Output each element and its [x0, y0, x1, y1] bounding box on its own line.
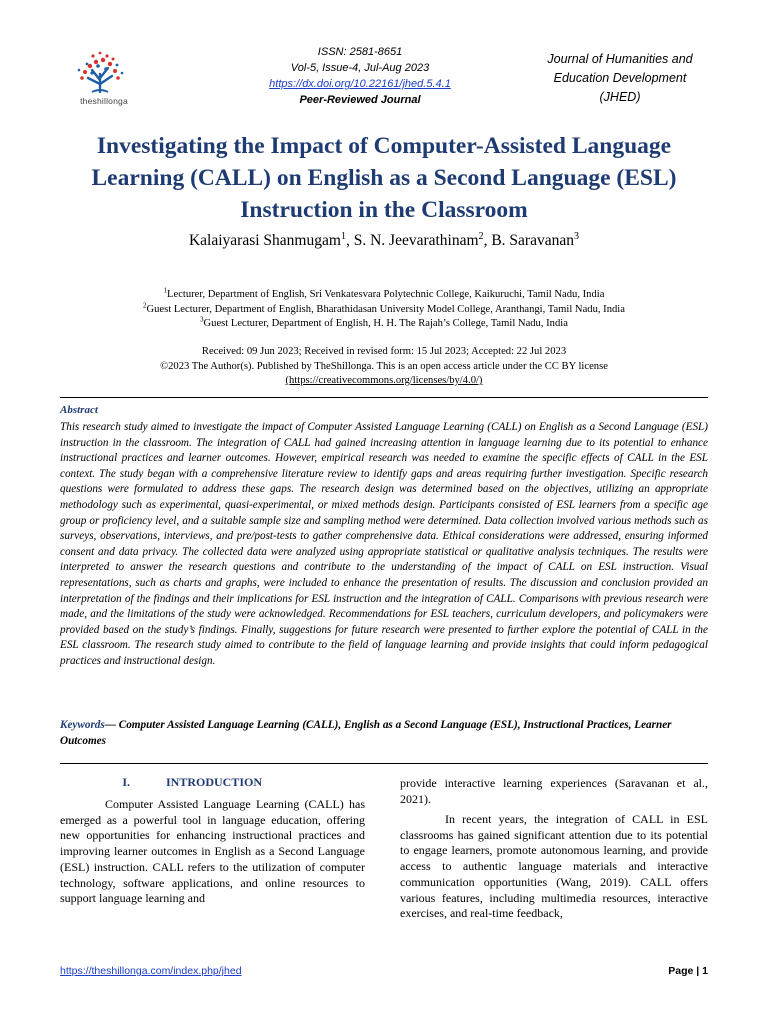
- affiliation-2-sup: 2: [143, 301, 147, 309]
- paper-title: [40, 130, 728, 226]
- affiliation-3: [40, 317, 728, 332]
- issn: ISSN: 2581-8651: [317, 46, 403, 58]
- abstract-bottom-rule: [60, 763, 708, 764]
- keywords: [60, 718, 708, 749]
- title-line-2: Learning (CALL) on English as a Second Language (ESL): [91, 165, 677, 191]
- volume-issue: Vol-5, Issue-4, Jul-Aug 2023: [290, 62, 430, 74]
- affiliation-1: [40, 288, 728, 303]
- journal-abbrev: (JHED): [599, 90, 641, 104]
- author-1: Kalaiyarasi Shanmugam: [188, 232, 341, 249]
- license-link[interactable]: (https://creativecommons.org/licenses/by/4.0/): [285, 375, 483, 386]
- author-2: S. N. Jeevarathinam: [353, 232, 479, 249]
- abstract-heading: Abstract: [60, 404, 98, 416]
- affiliation-1-sup: 1: [163, 287, 168, 295]
- abstract-body: This research study aimed to investigate the impact of Computer Assisted Language Learning (CALL) on English as a Second Language (ESL) instruction in the classroom. The integration of CALL had gained increasing attention in language learning due to its potential to enhance instructional practices and learner outcomes. However, empirical research was needed to examine the specific effects of CALL in the ESL context. The study began with a comprehensive literature review to identify gaps and areas requiring further investigation. Specific research questions were formulated to address these gaps. The research design was determined based on the objectives, utilizing an appropriate methodology such as experimental, quasi-experimental, or mixed methods design. Participants consisted of ESL learners from a specific age group or proficiency level, and a suitable sample size and sampling method were determined. Data collection involved various methods such as surveys, observations, interviews, and pre/post-tests to gather comprehensive data. Ethical considerations were addressed, ensuring informed consent and data privacy. The collected data were analyzed using appropriate statistical or qualitative analysis techniques. The results were interpreted to answer the research questions and contribute to the understanding of the impact of CALL on ESL instruction. Visual representations, such as charts and graphs, were included to enhance the presentation of results. The discussion and conclusion provided an interpretation of the findings and their implications for ESL instruction and the integration of CALL. Comparisons with previous research were made, and the limitations of the study were acknowledged. Recommendations for ESL teachers, curriculum developers, and policymakers were provided based on the study’s findings. Finally, suggestions for future research were presented to further explore the potential of CALL in the ESL classroom. The research study aimed to contribute to the field of language learning and provide insights that could inform pedagogical practices and instructional design.: [60, 421, 708, 667]
- intro-paragraph-right-2: In recent years, the integration of CALL in ESL classrooms has gained significant attention due to its potential to engage learners, promote autonomous learning, and provide access to authentic language materials and interactive communication opportunities (Wang, 2019). CALL offers various features, including multimedia resources, interactive exercises, and real-time feedback,: [400, 812, 708, 921]
- author-1-sup: 1: [340, 230, 346, 242]
- journal-meta: [240, 44, 480, 108]
- title-line-3: Instruction in the Classroom: [240, 197, 528, 223]
- intro-paragraph-left: Computer Assisted Language Learning (CALL) has emerged as a powerful tool in language education, offering new opportunities for enhancing instructional practices and improving learner outcomes in English as a Second Language (ESL) instruction. CALL refers to the utilization of computer technology, software applications, and online resources to support language learning and: [60, 797, 365, 906]
- title-line-1: Investigating the Impact of Computer-Assisted Language: [96, 133, 672, 159]
- author-3-sup: 3: [573, 230, 579, 242]
- keywords-label: Keywords: [60, 719, 105, 731]
- author-list: Kalaiyarasi Shanmugam$^1$, S. N. Jeevarathinam$^2$, B. Saravanan$^3$: [188, 230, 579, 249]
- section-heading-introduction: [60, 775, 365, 790]
- author-3: B. Saravanan: [491, 232, 574, 249]
- affiliation-3-text: Guest Lecturer, Department of English, H. H. The Rajah’s College, Tamil Nadu, India: [203, 318, 568, 329]
- section-title: INTRODUCTION: [166, 775, 263, 789]
- tree-logo-icon: [78, 52, 124, 92]
- footer-journal-link[interactable]: https://theshillonga.com/index.php/jhed: [60, 965, 242, 977]
- doi-link[interactable]: https://dx.doi.org/10.22161/jhed.5.4.1: [269, 78, 451, 90]
- peer-reviewed-label: Peer-Reviewed Journal: [299, 94, 421, 106]
- logo-wordmark: theshillonga: [80, 96, 128, 106]
- journal-name-line-1: Journal of Humanities and: [547, 52, 693, 66]
- section-number: I.: [122, 775, 130, 789]
- affiliation-2: [40, 303, 728, 318]
- affiliation-2-text: Guest Lecturer, Department of English, Bharathidasan University Model College, Aranthangi, Tamil Nadu, India: [146, 303, 625, 315]
- abstract-top-rule: [60, 397, 708, 398]
- copyright-notice: ©2023 The Author(s). Published by TheShillonga. This is an open access article under the CC BY license: [160, 360, 608, 372]
- intro-paragraph-right-1: provide interactive learning experiences (Saravanan et al., 2021).: [400, 776, 708, 806]
- article-history: [40, 345, 728, 389]
- keywords-text: — Computer Assisted Language Learning (CALL), English as a Second Language (ESL), Instructional Practices, Learner Outcomes: [60, 719, 672, 747]
- affiliations: [40, 288, 728, 332]
- journal-name: [520, 50, 720, 107]
- journal-name-line-2: Education Development: [553, 71, 687, 85]
- author-2-sup: 2: [478, 230, 484, 242]
- affiliation-3-sup: 3: [200, 316, 204, 324]
- page-number: Page | 1: [668, 965, 708, 977]
- affiliation-1-text: Lecturer, Department of English, Sri Venkatesvara Polytechnic College, Kaikuruchi, Tamil Nadu, India: [167, 289, 605, 300]
- received-dates: Received: 09 Jun 2023; Received in revised form: 15 Jul 2023; Accepted: 22 Jul 2023: [201, 346, 567, 357]
